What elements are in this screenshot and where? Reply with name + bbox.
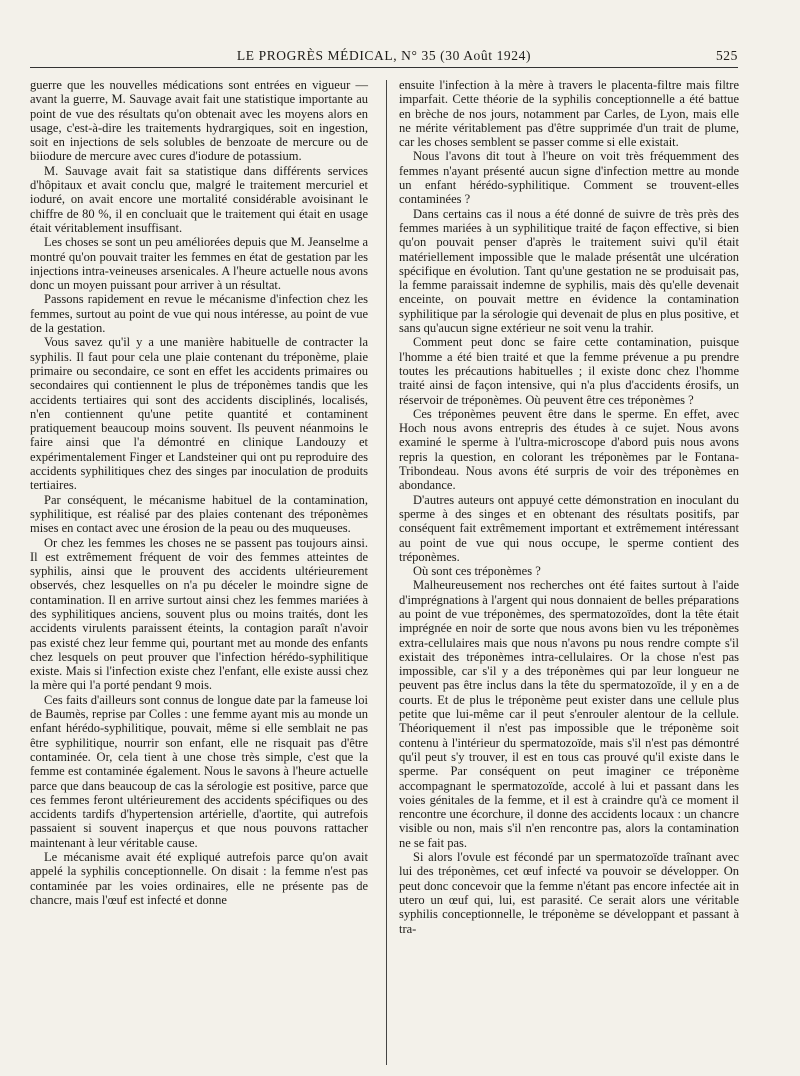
paragraph: guerre que les nouvelles médications sont entrées en vigueur — avant la guerre, M. Sauvage avait fait une statistique importante au point de vue des résultats qu'on obtenait avec les moyens alors en usage, c'est-à-dire les traitements hydrargiques, soit en ingestion, soit en injections de sels solubles de benzoate de mercure ou de biiodure de mercure avec cures d'iodure de potassium. bbox=[30, 78, 368, 164]
paragraph: Malheureusement nos recherches ont été faites surtout à l'aide d'imprégnations à l'argent qui nous donnaient de belles préparations au point de vue tréponèmes, des spermatozoïdes, dont la tête était imprégnée en noir de sorte que nous avons bien vu les tréponèmes extra-cellulaires mais que nous n'avons pu nous rendre compte s'il existait des tréponèmes intra-cellulaires. Or la chose n'est pas impossible, car s'il y a des tréponèmes qui par leur longueur ne peuvent pas être inclus dans la tête du spermatozoïde, il y en a de courts. Et de plus le tréponème peut exister dans une cellule plus petite que lui-même car il peut s'enrouler alentour de la cellule. Théoriquement il n'est pas impossible que le tréponème soit contenu à l'intérieur du spermatozoïde, mais s'il n'est pas démontré qu'il peut s'y trouver, il est en tous cas prouvé qu'il existe dans le sperme. Par conséquent on peut imaginer ce tréponème accompagnant le spermatozoïde, accolé à lui et passant dans les voies génitales de la femme, et il est à craindre qu'à ce moment il rencontre une écorchure, il donne des accidents locaux : un chancre visible ou non, mais s'il n'en rencontre pas, alors la contamination ne se fait pas. bbox=[399, 578, 739, 850]
right-column bbox=[399, 78, 739, 936]
running-header bbox=[30, 42, 738, 68]
paragraph: Comment peut donc se faire cette contamination, puisque l'homme a été bien traité et que la femme prévenue a pu prendre toutes les précautions habituelles ; il existe donc chez l'homme traité ainsi de façon intensive, qui n'a plus d'accidents érosifs, un réservoir de tréponèmes. Où peuvent être ces tréponèmes ? bbox=[399, 335, 739, 407]
column-divider bbox=[386, 80, 387, 1065]
paragraph: Si alors l'ovule est fécondé par un spermatozoïde traînant avec lui des tréponèmes, cet œuf infecté va pouvoir se développer. On peut donc concevoir que la femme n'étant pas encore infectée ait in utero un œuf qui, lui, est parasité. Ce serait alors une véritable syphilis conceptionnelle, le tréponème se développant et passant à tra- bbox=[399, 850, 739, 936]
left-column bbox=[30, 78, 368, 907]
paragraph: Dans certains cas il nous a été donné de suivre de très près des femmes mariées à un syphilitique traité de façon effective, si bien qu'on pouvait penser d'après le traitement suivi qu'il était matériellement impossible que le malade présentât une ulcération spécifique en évolution. Tant qu'une gestation ne se produisait pas, la femme paraissait indemne de syphilis, mais dès qu'elle devenait enceinte, on pouvait mettre en évidence la contamination syphilitique par la sérologie qui devenait de plus en plus positive, et sans qu'aucun signe extérieur ne soit venu la trahir. bbox=[399, 206, 739, 336]
paragraph: D'autres auteurs ont appuyé cette démonstration en inoculant du sperme à des singes et en obtenant des résultats positifs, par conséquent fait extrêmement important et extrêmement intéressant au point de vue qui nous occupe, le sperme contient des tréponèmes. bbox=[399, 492, 739, 564]
paragraph: M. Sauvage avait fait sa statistique dans différents services d'hôpitaux et avait conclu que, malgré le traitement mercuriel et ioduré, on avait encore une mortalité considérable avoisinant le chiffre de 80 %, il en concluait que le traitement qui était en usage était véritablement insuffisant. bbox=[30, 163, 368, 235]
paragraph: Ces faits d'ailleurs sont connus de longue date par la fameuse loi de Baumès, reprise par Colles : une femme ayant mis au monde un enfant hérédo-syphilitique, pouvait, même si elle semblait ne pas être syphilitique, nourrir son enfant, elle ne risquait pas d'être contaminée. Or, cela tient à une chose très simple, c'est que la femme est contaminée également. Nous le savons à l'heure actuelle parce que dans beaucoup de cas la sérologie est positive, parce que ces femmes feront ultérieurement des accidents spécifiques ou des accidents tardifs d'hypertension artérielle, d'aortite, qui autrefois passaient si souvent inaperçus et que nous pouvons rattacher maintenant à leur véritable cause. bbox=[30, 692, 368, 850]
paragraph: Les choses se sont un peu améliorées depuis que M. Jeanselme a montré qu'on pouvait traiter les femmes en état de gestation par les injections intra-veineuses arsenicales. A l'heure actuelle nous avons donc un moyen puissant pour arriver à un résultat. bbox=[30, 235, 368, 293]
paragraph: ensuite l'infection à la mère à travers le placenta-filtre mais filtre imparfait. Cette théorie de la syphilis conceptionnelle a été battue en brèche de nos jours, notamment par Carles, de Lyon, mais elle ne mérite véritablement pas d'être supprimée d'un trait de plume, car les choses semblent se passer comme si elle existait. bbox=[399, 78, 739, 150]
paragraph: Vous savez qu'il y a une manière habituelle de contracter la syphilis. Il faut pour cela une plaie contenant du tréponème, plaie primaire ou secondaire, ce sont en effet les accidents primaires ou secondaires qui contiennent le plus de tréponèmes tandis que les accidents tertiaires qui sont des accidents disciplinés, localisés, n'en contiennent qu'une petite quantité et contaminent pratiquement beaucoup moins souvent. Ils peuvent néanmoins le faire ainsi que l'a démontré en clinique Landouzy et expérimentalement Finger et Landsteiner qui ont pu reproduire des accidents syphilitiques chez des singes par inoculation de produits tertiaires. bbox=[30, 335, 368, 493]
paragraph: Nous l'avons dit tout à l'heure on voit très fréquemment des femmes n'ayant présenté aucun signe d'infection mettre au monde un enfant hérédo-syphilitique. Comment se trouvent-elles contaminées ? bbox=[399, 149, 739, 207]
paragraph: Où sont ces tréponèmes ? bbox=[413, 564, 541, 579]
paragraph: Or chez les femmes les choses ne se passent pas toujours ainsi. Il est extrêmement fréquent de voir des femmes atteintes de syphilis, ainsi que le prouvent des accidents ultérieurement observés, chez lesquelles on n'a pu déceler le moindre signe de contamination. Il en arrive surtout ainsi chez les femmes mariées à des syphilitiques anciens, souvent plus ou moins traités, dont les accidents virulents paraissent éteints, la contagion paraît n'avoir pas existé chez leur femme qui, pourtant met au monde des enfants chez lesquels on peut prouver que l'infection hérédo-syphilitique existe. Mais si l'infection existe chez l'enfant, elle existe aussi chez la mère qui l'a porté pendant 9 mois. bbox=[30, 535, 368, 693]
header-rule bbox=[30, 67, 738, 68]
paragraph: Le mécanisme avait été expliqué autrefois parce qu'on avait appelé la syphilis conceptionnelle. On disait : la femme n'est pas contaminée par les voies ordinaires, elle ne présente pas de chancre, mais l'œuf est infecté et donne bbox=[30, 850, 368, 907]
journal-title: LE PROGRÈS MÉDICAL, N° 35 (30 Août 1924) bbox=[236, 48, 532, 63]
page-number: 525 bbox=[715, 48, 738, 63]
paragraph: Ces tréponèmes peuvent être dans le sperme. En effet, avec Hoch nous avons entrepris des études à ce sujet. Nous avons examiné le sperme à l'ultra-microscope d'abord puis nous avons repris la question, en colorant les tréponèmes par le Fontana-Tribondeau. Nous avons été surpris de voir des tréponèmes en abondance. bbox=[399, 406, 739, 493]
paragraph: Passons rapidement en revue le mécanisme d'infection chez les femmes, surtout au point de vue qui nous intéresse, au point de vue de la gestation. bbox=[30, 292, 368, 336]
paragraph: Par conséquent, le mécanisme habituel de la contamination, syphilitique, est réalisé par des plaies contenant des tréponèmes mises en contact avec une érosion de la peau ou des muqueuses. bbox=[30, 492, 368, 536]
